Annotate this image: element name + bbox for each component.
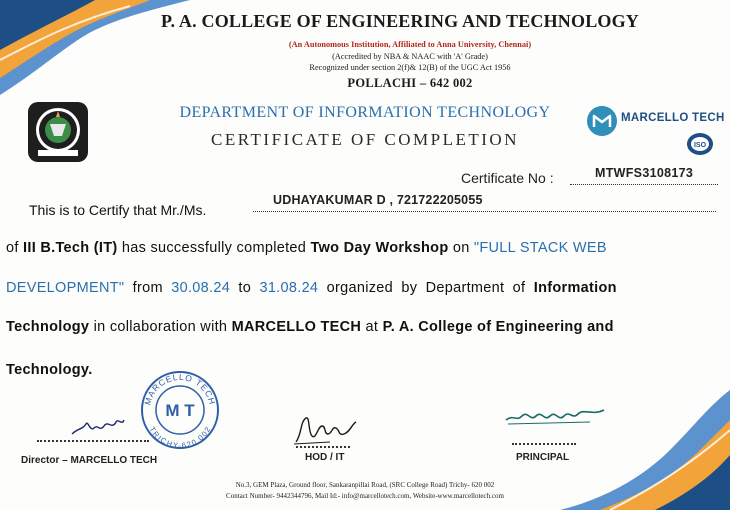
start-date: 30.08.24: [171, 280, 231, 296]
director-signature-icon: [68, 410, 128, 440]
hod-label: HOD / IT: [305, 452, 345, 463]
ugc-recognition: Recognized under section 2(f)& 12(B) of the UGC Act 1956: [309, 63, 511, 72]
body-line-4: [6, 362, 714, 378]
on-text: on: [452, 240, 470, 256]
partner-name: MARCELLO TECH: [231, 319, 362, 335]
hod-signature-line: [296, 446, 350, 448]
college-logo-icon: [26, 100, 90, 164]
marcello-tech-brand: MARCELLO TECH: [621, 112, 725, 124]
accreditation: (Accredited by NBA & NAAC with 'A' Grade): [332, 52, 488, 61]
svg-text:TRICHY-620 002: [148, 425, 212, 450]
certificate-title: CERTIFICATE OF COMPLETION: [211, 130, 519, 149]
topic-part2: DEVELOPMENT": [6, 280, 125, 296]
hod-signature-icon: [290, 412, 360, 446]
college-name: P. A. COLLEGE OF ENGINEERING AND TECHNOLOGY: [160, 11, 640, 31]
recipient-name: UDHAYAKUMAR D , 721722205055: [273, 193, 483, 207]
director-label: Director – MARCELLO TECH: [21, 455, 158, 466]
bottom-right-wave-decoration: [560, 370, 730, 510]
body-line-1: [6, 240, 714, 256]
seal-top-text: MARCELLO TECH: [142, 371, 218, 407]
footer-address: No.3, GEM Plaza, Ground floor, Sankaranpillai Road, (SRC College Road) Trichy- 620 002: [235, 481, 495, 489]
seal-bottom-text: TRICHY-620 002: [147, 424, 213, 450]
body-line-2: [6, 280, 714, 296]
from-text: from: [132, 280, 163, 296]
organized-text: organized by Department of: [326, 280, 526, 296]
autonomous-status: (An Autonomous Institution, Affiliated to Anna University, Chennai): [288, 40, 532, 49]
of-text: of: [6, 240, 19, 256]
dept-part2: Technology: [6, 319, 90, 335]
year-course: III B.Tech (IT): [23, 240, 118, 256]
principal-signature-line: [512, 443, 576, 445]
certificate-number-line: [570, 184, 718, 185]
iso-badge-icon: [686, 132, 714, 156]
end-date: 31.08.24: [259, 280, 319, 296]
department-name: DEPARTMENT OF INFORMATION TECHNOLOGY: [179, 104, 551, 121]
iso-badge-text: ISO: [693, 142, 707, 149]
venue-part2: Technology.: [6, 362, 93, 378]
topic-part1: "FULL STACK WEB: [473, 240, 607, 256]
certificate-number-label: Certificate No :: [461, 170, 554, 186]
venue-part1: P. A. College of Engineering and: [382, 319, 614, 335]
program-name: Two Day Workshop: [310, 240, 449, 256]
marcello-tech-logo-icon: [586, 105, 618, 137]
dept-part1: Information: [533, 280, 617, 296]
completed-text: has successfully completed: [121, 240, 307, 256]
to-text: to: [238, 280, 252, 296]
collab-text: in collaboration with: [93, 319, 228, 335]
footer-contact: Contact Number- 9442344796, Mail Id:- info@marcellotech.com, Website-www.marcellotech.com: [226, 492, 504, 500]
at-text: at: [365, 319, 379, 335]
college-location: POLLACHI – 642 002: [347, 76, 473, 90]
principal-label: PRINCIPAL: [516, 452, 570, 463]
certificate-number: MTWFS3108173: [595, 166, 694, 180]
principal-signature-icon: [500, 404, 610, 428]
body-line-3: [6, 319, 714, 335]
marcello-tech-seal-icon: [138, 368, 222, 452]
director-signature-line: [37, 440, 149, 442]
certify-intro: This is to Certify that Mr./Ms.: [29, 202, 207, 218]
seal-center-text: M T: [165, 401, 195, 420]
recipient-name-line: [253, 211, 716, 212]
